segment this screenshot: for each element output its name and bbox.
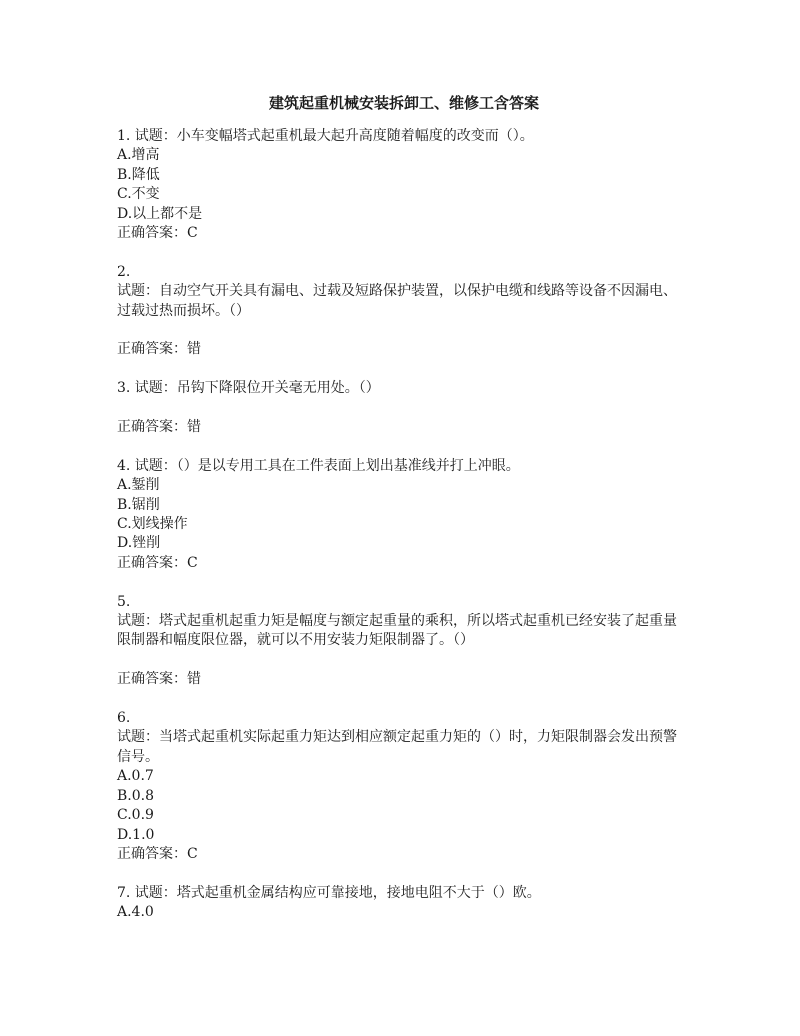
answer: 正确答案：C	[117, 845, 198, 862]
question-number: 6.	[117, 710, 131, 727]
question-text: 3. 试题：吊钩下降限位开关毫无用处。（）	[117, 380, 380, 397]
question-3	[117, 379, 683, 437]
answer: 正确答案：C	[117, 554, 198, 571]
option-c: C.划线操作	[117, 516, 188, 533]
option-b: B.降低	[117, 166, 160, 183]
answer: 正确答案：C	[117, 225, 198, 242]
option-a: A.0.7	[117, 768, 154, 785]
option-a: A.4.0	[117, 904, 154, 921]
question-1	[117, 127, 683, 243]
question-text: 试题：塔式起重机起重力矩是幅度与额定起重量的乘积，所以塔式起重机已经安装了起重量限制器和幅度限位器，就可以不用安装力矩限制器了。（）	[117, 613, 677, 649]
option-d: D.以上都不是	[117, 205, 203, 222]
question-number: 2.	[117, 263, 131, 280]
question-5	[117, 593, 683, 690]
question-6	[117, 709, 683, 864]
question-2	[117, 263, 683, 360]
answer: 正确答案：错	[117, 419, 201, 436]
option-d: D.1.0	[117, 826, 155, 843]
option-c: C.0.9	[117, 807, 154, 824]
question-4	[117, 457, 683, 573]
question-text: 4. 试题：（）是以专用工具在工件表面上划出基准线并打上冲眼。	[117, 457, 520, 474]
question-text: 试题：自动空气开关具有漏电、过载及短路保护装置，以保护电缆和线路等设备不因漏电、过载过热而损坏。（）	[117, 283, 677, 319]
option-c: C.不变	[117, 186, 160, 203]
document-page	[117, 93, 683, 923]
question-text: 7. 试题：塔式起重机金属结构应可靠接地，接地电阻不大于（）欧。	[117, 884, 541, 901]
option-b: B.0.8	[117, 787, 155, 804]
answer: 正确答案：错	[117, 671, 201, 688]
answer: 正确答案：错	[117, 341, 201, 358]
option-a: A.錾削	[117, 477, 160, 494]
document-title: 建筑起重机械安装拆卸工、维修工含答案	[268, 94, 539, 112]
question-7	[117, 884, 683, 923]
option-a: A.增高	[117, 147, 160, 164]
option-d: D.锉削	[117, 535, 161, 552]
question-text: 试题：当塔式起重机实际起重力矩达到相应额定起重力矩的（）时，力矩限制器会发出预警信号。	[117, 729, 677, 765]
option-b: B.锯削	[117, 496, 160, 513]
question-text: 1. 试题：小车变幅塔式起重机最大起升高度随着幅度的改变而（）。	[117, 128, 534, 144]
question-number: 5.	[117, 593, 131, 610]
